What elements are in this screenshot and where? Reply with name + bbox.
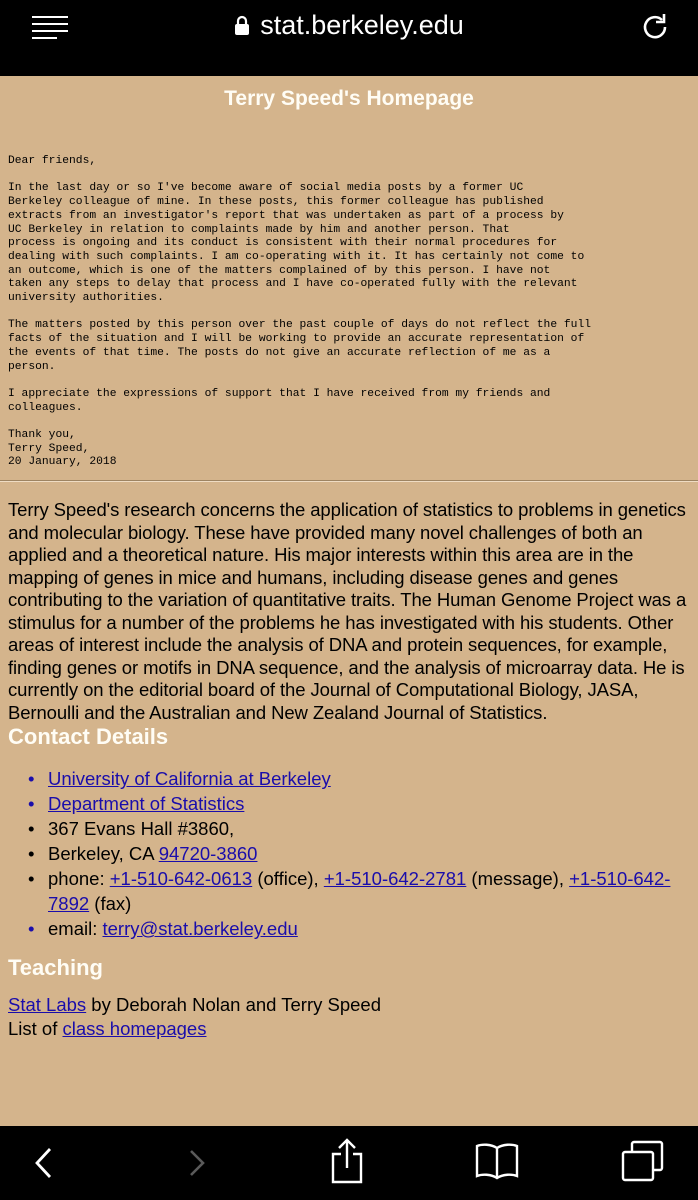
tabs-icon[interactable]: [620, 1140, 666, 1182]
contact-item-email: [48, 916, 698, 941]
email-label: email:: [48, 918, 103, 940]
contact-heading: Contact Details: [8, 724, 169, 750]
class-list-label: List of: [8, 1018, 63, 1040]
research-paragraph: Terry Speed's research concerns the application of statistics to problems in genetics and molecular biology. These have provided many novel challenges of both an applied and a theoretical nature. His major interests within this area are in the mapping of genes in mice and humans, including disease genes and genes contributing to the variation of quantitative traits. The Human Genome Project was a stimulus for a number of the problems he has investigated with his students. Other areas of interest include the analysis of DNA and protein sequences, for example, finding genes or motifs in DNA sequence, and the analysis of microarray data. He is currently on the editorial board of the Journal of Computational Biology, JASA, Bernoulli and the Australian and New Zealand Journal of Statistics.: [8, 499, 687, 723]
phone-message-link[interactable]: +1-510-642-2781: [323, 868, 467, 890]
phone-office-suffix: (office),: [252, 868, 324, 890]
browser-top-bar: [0, 0, 698, 76]
page-title: Terry Speed's Homepage: [224, 87, 474, 110]
phone-office-link[interactable]: +1-510-642-0613: [109, 868, 253, 890]
email-link[interactable]: terry@stat.berkeley.edu: [102, 918, 298, 940]
share-icon[interactable]: [330, 1138, 364, 1184]
statement-letter: Dear friends, In the last day or so I've become aware of social media posts by a former UC Berkeley colleague of mine. In these posts, this former colleague has published extracts from an investigator's report that was undertaken as part of a process by UC Berkeley in relation to complaints made by him and another person. That process is ongoing and its conduct is consistent with their normal procedures for dealing with such complaints. I am co-operating with it. It has certainly not come to an outcome, which is one of the matters complained of by this person. I have not taken any steps to delay that process and I have co-operated fully with the relevant university authorities. The matters posted by this person over the past couple of days do not reflect the full facts of the situation and I will be working to provide an accurate representation of the events of that time. The posts do not give an accurate reflection of me as a person. I appreciate the expressions of support that I have received from my friends and colleagues. Thank you, Terry Speed, 20 January, 2018: [8, 155, 592, 469]
stat-labs-authors: by Deborah Nolan and Terry Speed: [86, 994, 381, 1016]
reload-icon[interactable]: [640, 12, 670, 42]
class-homepages-link[interactable]: class homepages: [62, 1018, 207, 1040]
lock-icon: [234, 15, 250, 35]
class-homepages-line: [8, 1017, 698, 1041]
browser-bottom-toolbar: [0, 1126, 698, 1200]
contact-item-phone: [48, 866, 698, 916]
stat-labs-link[interactable]: Stat Labs: [8, 994, 87, 1016]
back-icon[interactable]: [32, 1146, 56, 1180]
phone-fax-suffix: (fax): [89, 893, 132, 915]
url-text: stat.berkeley.edu: [260, 10, 464, 40]
phone-label: phone:: [48, 868, 110, 890]
contact-item-city: [48, 841, 698, 866]
university-link[interactable]: University of California at Berkeley: [48, 768, 331, 790]
bookmarks-icon[interactable]: [474, 1142, 520, 1180]
zip-link[interactable]: 94720-3860: [158, 843, 258, 865]
contact-item-department: [48, 791, 698, 816]
city-text: Berkeley, CA: [48, 843, 159, 865]
web-page: [0, 76, 698, 1126]
teaching-section: [8, 993, 698, 1041]
phone-message-suffix: (message),: [466, 868, 570, 890]
contact-item-university: [48, 766, 698, 791]
forward-icon[interactable]: [186, 1148, 208, 1178]
department-link[interactable]: Department of Statistics: [48, 793, 245, 815]
address-bar[interactable]: [0, 10, 698, 41]
phone-fax-link[interactable]: +1-510-642-7892: [48, 868, 671, 915]
contact-list: [0, 766, 698, 941]
stat-labs-line: [8, 993, 698, 1017]
teaching-heading: Teaching: [8, 955, 103, 981]
contact-item-address: • 367 Evans Hall #3860,: [48, 816, 698, 841]
divider: [0, 480, 698, 482]
